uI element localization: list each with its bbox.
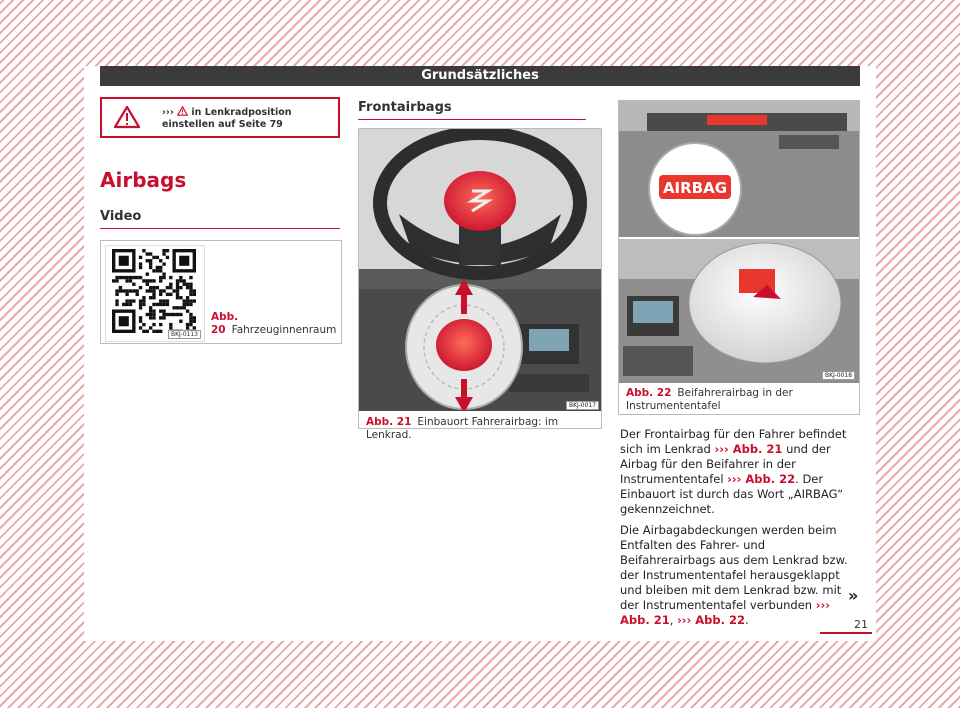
figure-number: Abb. 20 xyxy=(211,311,239,336)
figure-21 xyxy=(358,128,602,441)
text-run: . xyxy=(745,613,749,627)
figure-caption-text: Einbauort Fahrerairbag: im Lenkrad. xyxy=(366,416,559,441)
dashboard-airbag-photo xyxy=(619,101,859,383)
figure-code: BKJ-0018 xyxy=(822,371,855,380)
figure-caption-text: Fahrzeuginnenraum xyxy=(231,324,337,336)
figure-number: Abb. 21 xyxy=(366,416,412,428)
warning-text xyxy=(162,106,337,131)
frontairbags-heading: Frontairbags xyxy=(358,100,586,120)
figure-caption xyxy=(626,387,854,413)
text-run: . Der Einbauort ist durch das Wort „AIRBAG“ gekennzeichnet. xyxy=(620,472,844,516)
text-run: , xyxy=(669,613,678,627)
figure-22 xyxy=(618,100,860,415)
page-number: 21 xyxy=(854,618,868,631)
figure-link[interactable]: ››› Abb. 21 xyxy=(714,442,783,456)
figure-code: BKJ-0113 xyxy=(168,330,201,339)
figure-number: Abb. 22 xyxy=(626,387,672,399)
text-run: Der Frontairbag für den Fahrer befindet sich im Lenkrad xyxy=(620,427,847,456)
video-subheading: Video xyxy=(100,209,340,229)
section-title: Airbags xyxy=(100,168,187,192)
paragraph-2 xyxy=(620,523,860,628)
steering-wheel-photo xyxy=(359,129,601,411)
body-text xyxy=(620,427,860,634)
figure-link[interactable]: ››› Abb. 22 xyxy=(727,472,796,486)
warning-box xyxy=(100,97,340,138)
figure-code: BKJ-0017 xyxy=(566,401,599,410)
xref-arrows: ››› xyxy=(162,107,174,118)
warning-link-text[interactable]: in Lenkradposition einstellen auf Seite 79 xyxy=(162,107,292,130)
qr-code-icon xyxy=(112,249,196,333)
figure-20 xyxy=(100,240,342,344)
text-run: und der Airbag für den Beifahrer in der Instrumententafel xyxy=(620,442,831,486)
airbag-label: AIRBAG xyxy=(662,179,728,197)
figure-caption xyxy=(366,416,598,442)
qr-code-image[interactable] xyxy=(105,245,205,342)
figure-caption-text: Beifahrerairbag in der Instrumententafel xyxy=(626,387,793,412)
figure-link[interactable]: ››› Abb. 21 xyxy=(620,598,830,627)
small-warning-icon xyxy=(177,106,188,116)
footer-divider xyxy=(820,632,872,634)
paragraph-1 xyxy=(620,427,860,517)
text-run: Die Airbagabdeckungen werden beim Entfalten des Fahrer- und Beifahrerairbags aus dem Lenkrad bzw. der Instrumententafel herausgeklappt und bleiben mit dem Lenkrad bzw. mit der Instrumententafel verbunden xyxy=(620,523,848,612)
page-header: Grundsätzliches xyxy=(100,66,860,86)
figure-caption xyxy=(211,311,339,337)
figure-link[interactable]: ››› Abb. 22 xyxy=(677,613,746,627)
warning-triangle-icon xyxy=(114,105,140,129)
continue-mark: » xyxy=(848,586,859,605)
